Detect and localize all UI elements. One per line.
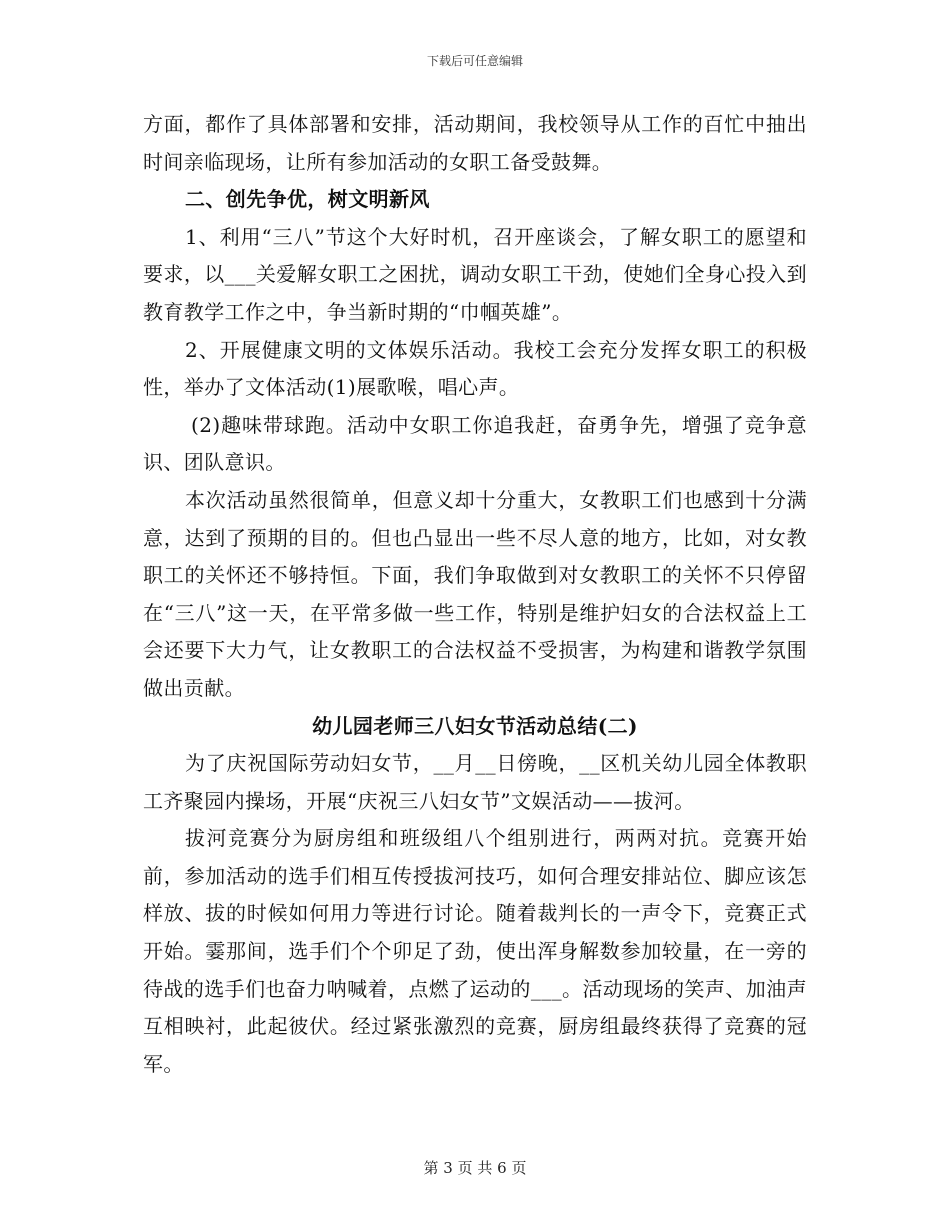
page-header: 下载后可任意编辑	[426, 54, 523, 68]
paragraph-tug-of-war: 拔河竞赛分为厨房组和班级组八个组别进行，两两对抗。竞赛开始前，参加活动的选手们相互传授拔河技巧，如何合理安排站位、脚应该怎样放、拔的时候如何用力等进行讨论。随着裁判长的一声令下，竞赛正式开始。霎那间，选手们个个卯足了劲，使出浑身解数参加较量，在一旁的待战的选手们也奋力呐喊着，点燃了运动的___。活动现场的笑声、加油声互相映衬，此起彼伏。经过紧张激烈的竞赛，厨房组最终获得了竞赛的冠军。	[143, 826, 807, 1076]
page-footer: 第 3 页 共 6 页	[423, 1159, 527, 1177]
paragraph-intro: 为了庆祝国际劳动妇女节，__月__日傍晚，__区机关幼儿园全体教职工齐聚园内操场，开展“庆祝三八妇女节”文娱活动——拔河。	[143, 751, 807, 813]
document-title: 幼儿园老师三八妇女节活动总结(二)	[312, 713, 638, 738]
paragraph-item-1: 1、利用“三八”节这个大好时机，召开座谈会，了解女职工的愿望和要求，以___关爱解女职工之困扰，调动女职工干劲，使她们全身心投入到教育教学工作之中，争当新时期的“巾帼英雄”。	[143, 224, 807, 324]
paragraph-summary: 本次活动虽然很简单，但意义却十分重大，女教职工们也感到十分满意，达到了预期的目的。但也凸显出一些不尽人意的地方，比如，对女教职工的关怀还不够持恒。下面，我们争取做到对女教职工的关怀不只停留在“三八”这一天，在平常多做一些工作，特别是维护妇女的合法权益上工会还要下大力气，让女教职工的合法权益不受损害，为构建和谐教学氛围做出贡献。	[143, 487, 807, 700]
paragraph-continuation: 方面，都作了具体部署和安排，活动期间，我校领导从工作的百忙中抽出时间亲临现场，让所有参加活动的女职工备受鼓舞。	[143, 112, 807, 174]
section-heading: 二、创先争优，树文明新风	[185, 187, 430, 212]
paragraph-item-2-sub: (2)趣味带球跑。活动中女职工你追我赶，奋勇争先，增强了竞争意识、团队意识。	[143, 412, 807, 475]
document-body	[143, 106, 807, 1083]
paragraph-item-2: 2、开展健康文明的文体娱乐活动。我校工会充分发挥女职工的积极性，举办了文体活动(1)展歌喉，唱心声。	[143, 337, 807, 400]
